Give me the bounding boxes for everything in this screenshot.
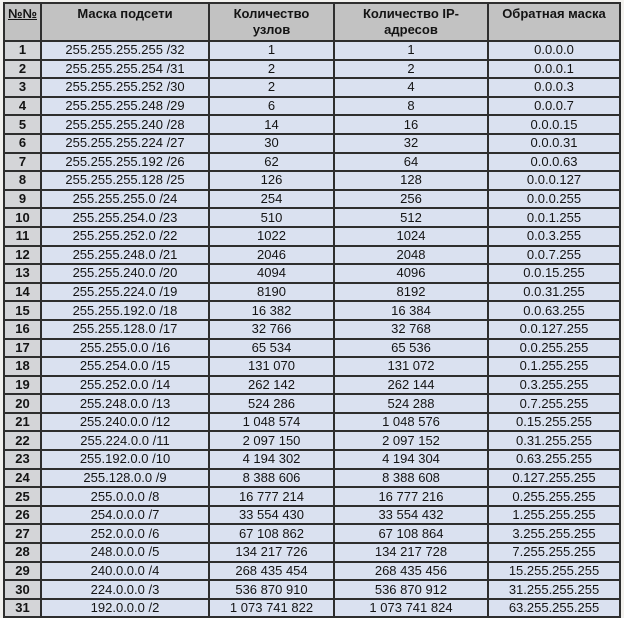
- subnet-mask-cell: 255.255.240.0 /20: [41, 264, 209, 283]
- host-count-cell: 4 194 302: [209, 450, 334, 469]
- table-row: [4, 580, 620, 599]
- ip-count-cell: 1024: [334, 227, 488, 246]
- wildcard-mask-cell: 0.255.255.255: [488, 487, 620, 506]
- row-number-cell: 15: [4, 301, 41, 320]
- ip-count-cell: 1: [334, 41, 488, 60]
- table-row: [4, 524, 620, 543]
- row-number-cell: 18: [4, 357, 41, 376]
- subnet-mask-cell: 255.255.255.224 /27: [41, 134, 209, 153]
- row-number-cell: 2: [4, 60, 41, 79]
- table-row: [4, 469, 620, 488]
- row-number-cell: 31: [4, 599, 41, 618]
- subnet-mask-cell: 255.255.224.0 /19: [41, 283, 209, 302]
- row-number-cell: 23: [4, 450, 41, 469]
- host-count-cell: 131 070: [209, 357, 334, 376]
- row-number-cell: 25: [4, 487, 41, 506]
- ip-count-cell: 262 144: [334, 376, 488, 395]
- subnet-mask-cell: 255.248.0.0 /13: [41, 394, 209, 413]
- row-number-cell: 17: [4, 339, 41, 358]
- row-number-cell: 22: [4, 431, 41, 450]
- row-number-cell: 7: [4, 153, 41, 172]
- table-row: [4, 171, 620, 190]
- wildcard-mask-cell: 0.31.255.255: [488, 431, 620, 450]
- table-row: [4, 506, 620, 525]
- wildcard-mask-cell: 63.255.255.255: [488, 599, 620, 618]
- host-count-cell: 33 554 430: [209, 506, 334, 525]
- ip-count-cell: 4096: [334, 264, 488, 283]
- wildcard-mask-cell: 0.127.255.255: [488, 469, 620, 488]
- row-number-cell: 12: [4, 246, 41, 265]
- ip-count-cell: 33 554 432: [334, 506, 488, 525]
- table-row: [4, 562, 620, 581]
- host-count-cell: 1022: [209, 227, 334, 246]
- host-count-cell: 32 766: [209, 320, 334, 339]
- col-header-row-number: [4, 3, 41, 41]
- ip-count-cell: 67 108 864: [334, 524, 488, 543]
- row-number-cell: 11: [4, 227, 41, 246]
- col-header-subnet-mask-label: Маска подсети: [77, 6, 173, 21]
- row-number-cell: 10: [4, 208, 41, 227]
- subnet-mask-cell: 255.255.252.0 /22: [41, 227, 209, 246]
- host-count-cell: 6: [209, 97, 334, 116]
- subnet-mask-cell: 255.255.254.0 /23: [41, 208, 209, 227]
- table-row: [4, 115, 620, 134]
- subnet-mask-cell: 255.255.255.192 /26: [41, 153, 209, 172]
- wildcard-mask-cell: 3.255.255.255: [488, 524, 620, 543]
- ip-count-cell: 8192: [334, 283, 488, 302]
- ip-count-cell: 16 777 216: [334, 487, 488, 506]
- wildcard-mask-cell: 0.0.0.1: [488, 60, 620, 79]
- col-header-ip-count-label2: адресов: [384, 22, 438, 37]
- wildcard-mask-cell: 1.255.255.255: [488, 506, 620, 525]
- table-row: [4, 97, 620, 116]
- wildcard-mask-cell: 0.0.7.255: [488, 246, 620, 265]
- wildcard-mask-cell: 0.0.0.3: [488, 78, 620, 97]
- host-count-cell: 2 097 150: [209, 431, 334, 450]
- host-count-cell: 8190: [209, 283, 334, 302]
- ip-count-cell: 16: [334, 115, 488, 134]
- ip-count-cell: 2 097 152: [334, 431, 488, 450]
- table-row: [4, 60, 620, 79]
- col-header-wildcard-mask-label: Обратная маска: [502, 6, 606, 21]
- wildcard-mask-cell: 0.0.0.7: [488, 97, 620, 116]
- col-header-host-count: [209, 3, 334, 41]
- col-header-host-count-label: Количество: [233, 6, 310, 21]
- table-row: [4, 190, 620, 209]
- table-row: [4, 413, 620, 432]
- subnet-mask-cell: 254.0.0.0 /7: [41, 506, 209, 525]
- row-number-cell: 16: [4, 320, 41, 339]
- host-count-cell: 16 777 214: [209, 487, 334, 506]
- ip-count-cell: 2: [334, 60, 488, 79]
- subnet-mask-cell: 255.0.0.0 /8: [41, 487, 209, 506]
- wildcard-mask-cell: 0.0.127.255: [488, 320, 620, 339]
- row-number-cell: 4: [4, 97, 41, 116]
- wildcard-mask-cell: 0.0.0.255: [488, 190, 620, 209]
- host-count-cell: 262 142: [209, 376, 334, 395]
- wildcard-mask-cell: 0.0.3.255: [488, 227, 620, 246]
- wildcard-mask-cell: 0.0.0.31: [488, 134, 620, 153]
- row-number-cell: 5: [4, 115, 41, 134]
- ip-count-cell: 32: [334, 134, 488, 153]
- col-header-wildcard-mask: [488, 3, 620, 41]
- row-number-cell: 6: [4, 134, 41, 153]
- table-row: [4, 357, 620, 376]
- subnet-mask-cell: 255.255.255.0 /24: [41, 190, 209, 209]
- table-row: [4, 208, 620, 227]
- table-row: [4, 543, 620, 562]
- row-number-cell: 19: [4, 376, 41, 395]
- wildcard-mask-cell: 0.7.255.255: [488, 394, 620, 413]
- subnet-mask-cell: 255.255.192.0 /18: [41, 301, 209, 320]
- subnet-mask-table: [3, 2, 621, 618]
- ip-count-cell: 256: [334, 190, 488, 209]
- host-count-cell: 8 388 606: [209, 469, 334, 488]
- row-number-cell: 13: [4, 264, 41, 283]
- wildcard-mask-cell: 0.0.0.63: [488, 153, 620, 172]
- row-number-cell: 26: [4, 506, 41, 525]
- ip-count-cell: 536 870 912: [334, 580, 488, 599]
- row-number-cell: 24: [4, 469, 41, 488]
- row-number-cell: 8: [4, 171, 41, 190]
- wildcard-mask-cell: 15.255.255.255: [488, 562, 620, 581]
- subnet-mask-cell: 255.224.0.0 /11: [41, 431, 209, 450]
- row-number-cell: 1: [4, 41, 41, 60]
- wildcard-mask-cell: 31.255.255.255: [488, 580, 620, 599]
- subnet-mask-cell: 255.255.248.0 /21: [41, 246, 209, 265]
- row-number-cell: 21: [4, 413, 41, 432]
- table-row: [4, 301, 620, 320]
- host-count-cell: 510: [209, 208, 334, 227]
- table-row: [4, 227, 620, 246]
- row-number-cell: 9: [4, 190, 41, 209]
- ip-count-cell: 268 435 456: [334, 562, 488, 581]
- host-count-cell: 1 048 574: [209, 413, 334, 432]
- wildcard-mask-cell: 0.0.0.127: [488, 171, 620, 190]
- subnet-mask-cell: 255.240.0.0 /12: [41, 413, 209, 432]
- subnet-mask-cell: 192.0.0.0 /2: [41, 599, 209, 618]
- subnet-mask-cell: 252.0.0.0 /6: [41, 524, 209, 543]
- wildcard-mask-cell: 0.0.31.255: [488, 283, 620, 302]
- ip-count-cell: 128: [334, 171, 488, 190]
- wildcard-mask-cell: 0.0.1.255: [488, 208, 620, 227]
- wildcard-mask-cell: 0.3.255.255: [488, 376, 620, 395]
- host-count-cell: 30: [209, 134, 334, 153]
- ip-count-cell: 32 768: [334, 320, 488, 339]
- table-row: [4, 283, 620, 302]
- subnet-mask-cell: 255.252.0.0 /14: [41, 376, 209, 395]
- subnet-mask-cell: 224.0.0.0 /3: [41, 580, 209, 599]
- host-count-cell: 524 286: [209, 394, 334, 413]
- row-number-cell: 30: [4, 580, 41, 599]
- subnet-mask-cell: 255.255.255.255 /32: [41, 41, 209, 60]
- ip-count-cell: 524 288: [334, 394, 488, 413]
- subnet-mask-cell: 248.0.0.0 /5: [41, 543, 209, 562]
- host-count-cell: 67 108 862: [209, 524, 334, 543]
- header-row: [4, 3, 620, 41]
- table-body: [4, 41, 620, 617]
- wildcard-mask-cell: 0.63.255.255: [488, 450, 620, 469]
- row-number-cell: 3: [4, 78, 41, 97]
- host-count-cell: 65 534: [209, 339, 334, 358]
- table-row: [4, 41, 620, 60]
- table-row: [4, 78, 620, 97]
- col-header-ip-count-label: Количество IP-: [363, 6, 459, 21]
- subnet-mask-cell: 255.255.255.240 /28: [41, 115, 209, 134]
- table-row: [4, 246, 620, 265]
- host-count-cell: 2: [209, 60, 334, 79]
- row-number-cell: 14: [4, 283, 41, 302]
- table-row: [4, 153, 620, 172]
- table-row: [4, 339, 620, 358]
- host-count-cell: 16 382: [209, 301, 334, 320]
- ip-count-cell: 16 384: [334, 301, 488, 320]
- col-header-host-count-label2: узлов: [252, 22, 291, 37]
- host-count-cell: 126: [209, 171, 334, 190]
- host-count-cell: 2046: [209, 246, 334, 265]
- ip-count-cell: 1 073 741 824: [334, 599, 488, 618]
- subnet-mask-cell: 255.255.255.128 /25: [41, 171, 209, 190]
- subnet-mask-cell: 255.128.0.0 /9: [41, 469, 209, 488]
- wildcard-mask-cell: 0.0.15.255: [488, 264, 620, 283]
- table-row: [4, 264, 620, 283]
- row-number-cell: 27: [4, 524, 41, 543]
- table-row: [4, 320, 620, 339]
- wildcard-mask-cell: 0.0.63.255: [488, 301, 620, 320]
- table-row: [4, 376, 620, 395]
- subnet-mask-cell: 255.192.0.0 /10: [41, 450, 209, 469]
- ip-count-cell: 64: [334, 153, 488, 172]
- ip-count-cell: 134 217 728: [334, 543, 488, 562]
- host-count-cell: 1 073 741 822: [209, 599, 334, 618]
- table-row: [4, 487, 620, 506]
- table-row: [4, 134, 620, 153]
- wildcard-mask-cell: 0.0.0.15: [488, 115, 620, 134]
- row-number-cell: 20: [4, 394, 41, 413]
- host-count-cell: 62: [209, 153, 334, 172]
- table-row: [4, 394, 620, 413]
- host-count-cell: 536 870 910: [209, 580, 334, 599]
- ip-count-cell: 131 072: [334, 357, 488, 376]
- subnet-mask-cell: 255.254.0.0 /15: [41, 357, 209, 376]
- table-row: [4, 599, 620, 618]
- ip-count-cell: 1 048 576: [334, 413, 488, 432]
- host-count-cell: 14: [209, 115, 334, 134]
- wildcard-mask-cell: 0.0.0.0: [488, 41, 620, 60]
- col-header-row-number-label: №№: [8, 6, 37, 21]
- col-header-ip-count: [334, 3, 488, 41]
- host-count-cell: 1: [209, 41, 334, 60]
- ip-count-cell: 4 194 304: [334, 450, 488, 469]
- subnet-mask-cell: 240.0.0.0 /4: [41, 562, 209, 581]
- host-count-cell: 254: [209, 190, 334, 209]
- row-number-cell: 28: [4, 543, 41, 562]
- wildcard-mask-cell: 0.1.255.255: [488, 357, 620, 376]
- host-count-cell: 4094: [209, 264, 334, 283]
- wildcard-mask-cell: 0.15.255.255: [488, 413, 620, 432]
- ip-count-cell: 8: [334, 97, 488, 116]
- subnet-mask-cell: 255.255.255.248 /29: [41, 97, 209, 116]
- host-count-cell: 268 435 454: [209, 562, 334, 581]
- table-row: [4, 450, 620, 469]
- host-count-cell: 2: [209, 78, 334, 97]
- row-number-cell: 29: [4, 562, 41, 581]
- ip-count-cell: 4: [334, 78, 488, 97]
- ip-count-cell: 512: [334, 208, 488, 227]
- wildcard-mask-cell: 7.255.255.255: [488, 543, 620, 562]
- subnet-mask-cell: 255.255.0.0 /16: [41, 339, 209, 358]
- wildcard-mask-cell: 0.0.255.255: [488, 339, 620, 358]
- col-header-subnet-mask: [41, 3, 209, 41]
- subnet-mask-cell: 255.255.255.254 /31: [41, 60, 209, 79]
- host-count-cell: 134 217 726: [209, 543, 334, 562]
- subnet-mask-cell: 255.255.255.252 /30: [41, 78, 209, 97]
- ip-count-cell: 2048: [334, 246, 488, 265]
- ip-count-cell: 8 388 608: [334, 469, 488, 488]
- table-row: [4, 431, 620, 450]
- subnet-mask-cell: 255.255.128.0 /17: [41, 320, 209, 339]
- ip-count-cell: 65 536: [334, 339, 488, 358]
